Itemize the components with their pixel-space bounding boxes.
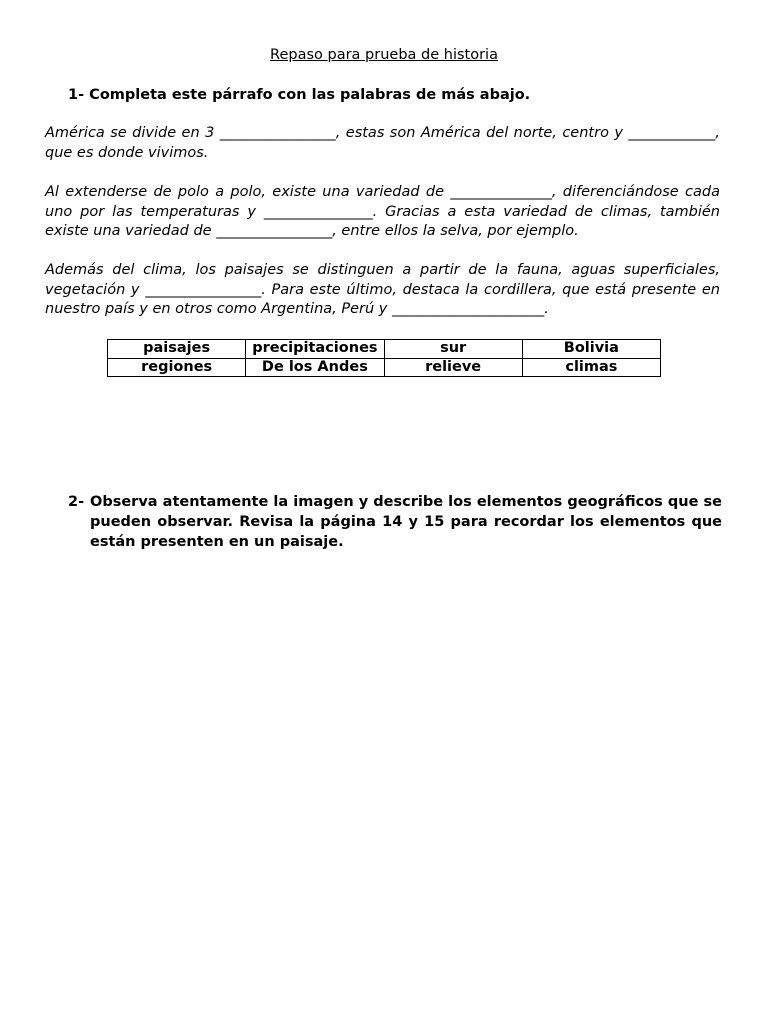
word-bank-cell: De los Andes	[246, 358, 384, 377]
question-2	[68, 492, 722, 552]
word-bank-row	[108, 340, 661, 359]
question-1-text: Completa este párrafo con las palabras de más abajo.	[89, 87, 531, 103]
question-1-number: 1-	[68, 87, 85, 103]
word-bank-cell: Bolivia	[522, 340, 660, 359]
word-bank-cell: precipitaciones	[246, 340, 384, 359]
word-bank-cell: sur	[384, 340, 522, 359]
question-2-number: 2-	[68, 494, 85, 510]
word-bank-row	[108, 358, 661, 377]
question-1-heading	[68, 85, 530, 105]
word-bank-cell: climas	[522, 358, 660, 377]
question-2-text: Observa atentamente la imagen y describe los elementos geográficos que se pueden observar. Revisa la página 14 y 15 para recordar los elementos que están presenten en un paisaje.	[90, 494, 722, 550]
paragraph-2: Al extenderse de polo a polo, existe una variedad de ______________, diferenciándose cada uno por las temperaturas y _______________. Gracias a esta variedad de climas, también existe una variedad de ________________, entre ellos la selva, por ejemplo.	[45, 184, 720, 239]
paragraph-1: América se divide en 3 ________________, estas son América del norte, centro y ____________, que es donde vivimos.	[45, 125, 720, 161]
paragraph-3: Además del clima, los paisajes se distinguen a partir de la fauna, aguas superficiales, vegetación y ________________. Para este último, destaca la cordillera, que está presente en nuestro país y en otros como Argentina, Perú y _____________________.	[45, 262, 720, 317]
word-bank-table	[107, 339, 661, 377]
word-bank-cell: relieve	[384, 358, 522, 377]
page-title: Repaso para prueba de historia	[270, 47, 498, 63]
word-bank-cell: regiones	[108, 358, 246, 377]
word-bank-cell: paisajes	[108, 340, 246, 359]
